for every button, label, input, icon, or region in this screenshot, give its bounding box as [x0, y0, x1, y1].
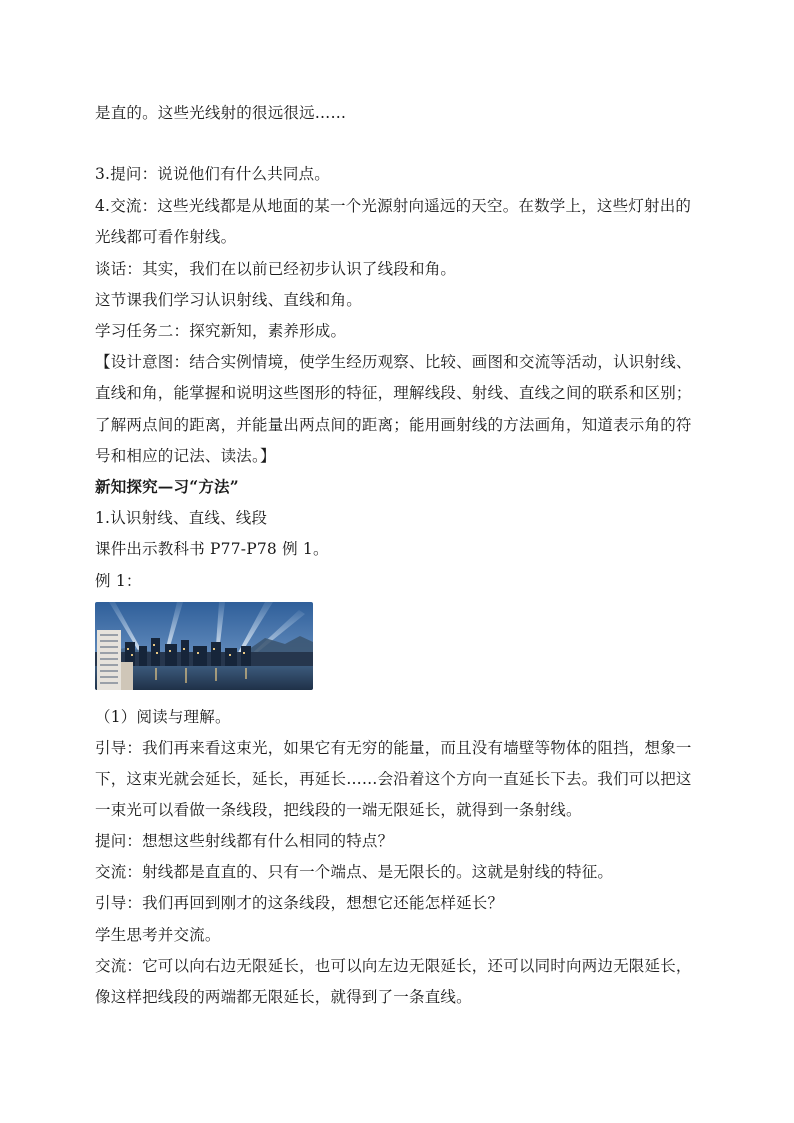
- text-line-11: 号和相应的记法、读法。】: [95, 447, 276, 465]
- text-line-19: 一束光可以看做一条线段，把线段的一端无限延长，就得到一条射线。: [95, 801, 582, 819]
- text-line-5: 谈话：其实，我们在以前已经初步认识了线段和角。: [95, 260, 457, 278]
- text-line-7: 学习任务二：探究新知，素养形成。: [95, 322, 347, 340]
- text-line-20: 提问：想想这些射线都有什么相同的特点？: [95, 832, 394, 850]
- text-line-1: 是直的。这些光线射的很远很远……: [95, 104, 347, 122]
- text-line-18: 下，这束光就会延长，延长，再延长……会沿着这个方向一直延长下去。我们可以把这: [95, 770, 692, 788]
- text-line-25: 像这样把线段的两端都无限延长，就得到了一条直线。: [95, 988, 472, 1006]
- text-line-4: 光线都可看作射线。: [95, 228, 237, 246]
- text-line-8: 【设计意图：结合实例情境，使学生经历观察、比较、画图和交流等活动，认识射线、: [95, 353, 692, 371]
- text-line-6: 这节课我们学习认识射线、直线和角。: [95, 291, 362, 309]
- text-line-21: 交流：射线都是直直的、只有一个端点、是无限长的。这就是射线的特征。: [95, 863, 614, 881]
- text-line-22: 引导：我们再回到刚才的这条线段，想想它还能怎样延长？: [95, 894, 504, 912]
- text-line-14: 课件出示教科书 P77-P78 例 1。: [95, 540, 329, 558]
- city-night-searchlights-photo: [95, 602, 313, 690]
- text-line-17: 引导：我们再来看这束光，如果它有无穷的能量，而且没有墙壁等物体的阻挡，想象一: [95, 739, 692, 757]
- text-line-3: 4.交流：这些光线都是从地面的某一个光源射向遥远的天空。在数学上，这些灯射出的: [95, 197, 692, 215]
- text-line-23: 学生思考并交流。: [95, 926, 221, 944]
- text-line-13: 1.认识射线、直线、线段: [95, 509, 268, 527]
- text-line-2: 3.提问：说说他们有什么共同点。: [95, 165, 330, 183]
- text-line-24: 交流：它可以向右边无限延长，也可以向左边无限延长，还可以同时向两边无限延长，: [95, 957, 692, 975]
- text-line-9: 直线和角，能掌握和说明这些图形的特征，理解线段、射线、直线之间的联系和区别；: [95, 384, 692, 402]
- section-heading: 新知探究—习“方法”: [95, 477, 239, 496]
- text-line-16: （1）阅读与理解。: [95, 708, 231, 726]
- text-line-10: 了解两点间的距离，并能量出两点间的距离；能用画射线的方法画角，知道表示角的符: [95, 416, 692, 434]
- text-line-15: 例 1：: [95, 572, 142, 590]
